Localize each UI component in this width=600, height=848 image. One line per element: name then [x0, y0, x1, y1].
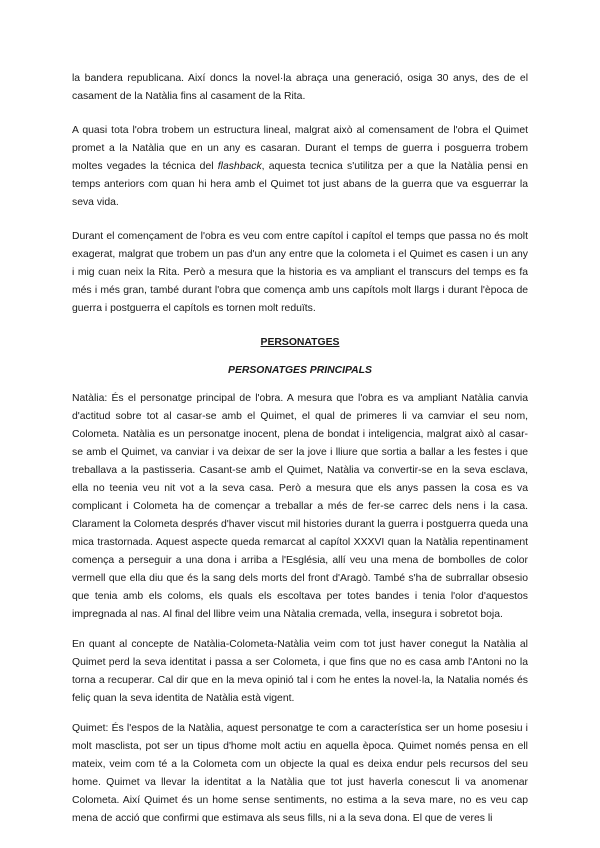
flashback-before-text: A quasi tota l'obra trobem un estructura lineal, malgrat això al comensament de l'obra el Quimet promet a la Natàlia que en un any es casaran. Durant el temps de guerra i posguerra trobem moltes vegades la técnica del — [72, 125, 528, 172]
intro-paragraph-3: Durant el començament de l'obra es veu com entre capítol i capítol el temps que passa no és molt exagerat, malgrat que trobem un pas d'un any entre que la colometa i el Quimet es casen i un any i mig cuan neix la Rita. Però a mesura que la historia es va ampliant el transcurs del temps es fa més i més gran, també durant l'obra que comença amb uns capítols molt llargs i durant l'època de guerra i postguerra el capítols es tornen molt reduïts. — [72, 231, 528, 314]
intro-paragraph-1: la bandera republicana. Així doncs la novel·la abraça una generació, osiga 30 anys, des de el casament de la Natàlia fins al casament de la Rita. — [72, 73, 528, 102]
flashback-term: flashback — [217, 161, 262, 172]
section-heading: PERSONATGES — [260, 337, 340, 348]
intro-paragraph-2 — [72, 122, 528, 212]
character-paragraph-quimet: Quimet: És l'espos de la Natàlia, aquest personatge te com a característica ser un home posesiu i molt masclista, pot ser un tipus d'home molt actiu en aquella època. Quimet només pensa en ell mateix, veim com té a la Colometa com un objecte la qual es deixa endur pels recursos del seu home. Quimet va llevar la identitat a la Natàlia que tot just haverla conescut li va anomenar Colometa. Així Quimet és un home sense sentiments, no estima a la seva mare, no es veu cap mena de acció que confirmi que estimava als seus fills, ni a la seva dona. El que de veres li — [72, 723, 528, 824]
character-paragraph-natalia: Natàlia: És el personatge principal de l'obra. A mesura que l'obra es va ampliant Natàlia canvia d'actitud sobre tot al casar-se amb el Quimet, el qual de primeres li va camviar el seu nom, Colometa. Natàlia es un personatge inocent, plena de bondat i inteligencia, malgrat això al casar-se amb el Quimet, va canviar i va deixar de ser la jove i lliure que sortia a ballar a les festes i que treballava a la pastisseria. Casant-se amb el Quimet, Natàlia va convertir-se en la seva esclava, ella no teenia veu nit vot a la seva casa. Però a mesura que els anys passen la cosa es va complicant i Colometa ha de començar a treballar a més de fer-se carrec dels nens i la casa. Clarament la Colometa després d'haver viscut mil histories durant la guerra i postguerra queda una mica trastornada. Aquest aspecte queda remarcat al capítol XXXVI quan la Natàlia repentinament comença a perseguir a una dona i arriba a l'Església, allí veu una mena de bombolles de color vermell que ella diu que és la sang dels morts del front d'Aragò. També s'ha de subrrallar obsesio que tenia amb els coloms, els quals els escoltava per totes bandes i tenia l'olor d'aquestos impregnada al nas. Al final del llibre veim una Nàtalia cremada, vella, insegura i sobretot boja. — [72, 393, 528, 620]
character-paragraph-identity: En quant al concepte de Natàlia-Colometa-Natàlia veim com tot just haver conegut la Natàlia al Quimet perd la seva identitat i passa a ser Colometa, i que fins que no es casa amb l'Antoni no la torna a recuperar. Cal dir que en la meva opinió tal i com he entes la novel·la, la Natalia només és feliç quan la seva identita de Natàlia està vigent. — [72, 639, 528, 704]
section-subheading: PERSONATGES PRINCIPALS — [228, 365, 372, 376]
flashback-after-text: , aquesta tecnica s'utilitza per a que la Natàlia pensi en temps anteriors com quan hi hera amb el Quimet tot just abans de la guerra que va esguerrar la seva vida. — [72, 161, 528, 208]
